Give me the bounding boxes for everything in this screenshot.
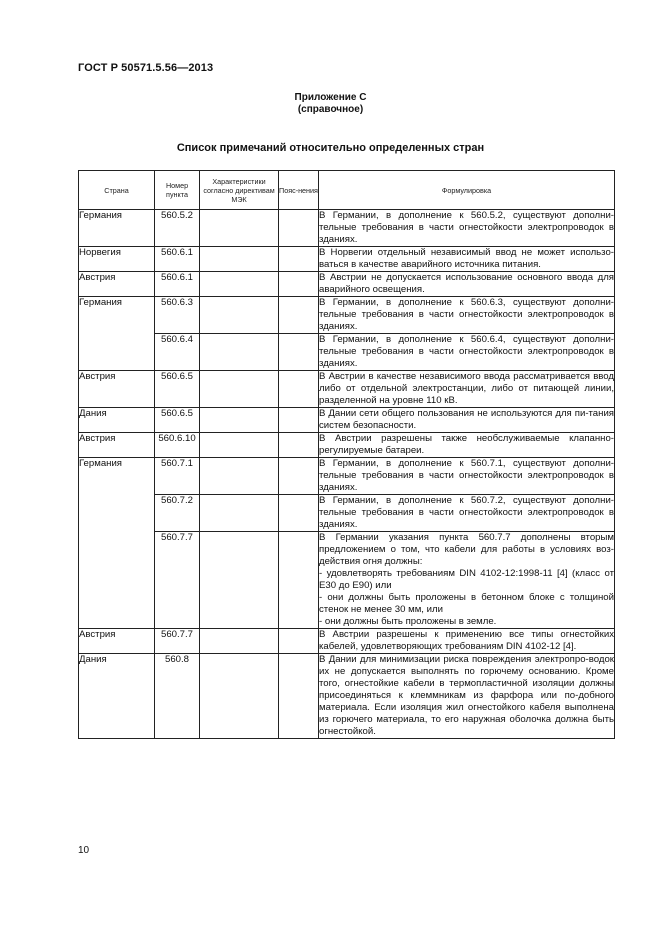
clause-cell: 560.8	[155, 654, 200, 739]
wording-cell: В Норвегии отдельный независимый ввод не может использо-ваться в качестве аварийного источника питания.	[319, 247, 614, 270]
column-header-iec-characteristics: Характеристики согласно директивам МЭК	[200, 171, 279, 210]
wording-cell: В Германии, в дополнение к 560.6.4, существуют дополни-тельные требования в части огнестойкости электропроводок в зданиях.	[319, 334, 614, 369]
clause-cell: 560.5.2	[155, 210, 200, 247]
list-title: Список примечаний относительно определенных стран	[176, 142, 485, 154]
table-row	[79, 654, 615, 739]
explanation-cell	[279, 297, 319, 334]
wording-cell: В Германии, в дополнение к 560.5.2, существуют дополни-тельные требования в части огнестойкости электропроводок в зданиях.	[319, 210, 614, 245]
column-header-wording: Формулировка	[319, 171, 615, 210]
table-row	[79, 433, 615, 458]
explanation-cell	[279, 654, 319, 739]
document-header: ГОСТ Р 50571.5.56—2013	[78, 62, 214, 74]
country-cell: Германия	[79, 297, 155, 334]
wording-cell: В Германии, в дополнение к 560.6.3, существуют дополни-тельные требования в части огнестойкости электропроводок в зданиях.	[319, 297, 614, 332]
wording-cell: В Дании сети общего пользования не используются для пи-тания систем безопасности.	[319, 408, 614, 431]
clause-cell: 560.6.5	[155, 408, 200, 433]
country-cell: Дания	[79, 654, 155, 739]
characteristics-cell	[200, 334, 279, 371]
clause-cell: 560.7.1	[155, 458, 200, 495]
clause-cell: 560.7.7	[155, 629, 200, 654]
clause-cell: 560.6.4	[155, 334, 200, 371]
table-row	[79, 297, 615, 334]
characteristics-cell	[200, 654, 279, 739]
wording-cell: В Австрии в качестве независимого ввода рассматривается ввод либо от отдельной электростанции, либо от питающей линии, разделенной на уровне 110 кВ.	[319, 371, 614, 406]
wording-cell: В Германии, в дополнение к 560.7.1, существуют дополни-тельные требования в части огнестойкости электропроводок в зданиях.	[319, 458, 614, 493]
explanation-cell	[279, 495, 319, 532]
table-row	[79, 532, 615, 629]
table-row	[79, 458, 615, 495]
wording-cell: В Австрии не допускается использование основного ввода для аварийного освещения.	[319, 272, 614, 295]
column-header-clause: Номер пункта	[155, 171, 200, 210]
wording-cell: В Австрии разрешены также необслуживаемые клапанно-регулируемые батареи.	[319, 433, 614, 456]
country-cell: Австрия	[79, 433, 155, 458]
country-cell	[79, 495, 155, 532]
wording-cell: В Австрии разрешены к применению все типы огнестойких кабелей, удовлетворяющих требованиям DIN 4102-12 [4].	[319, 629, 614, 652]
table-row	[79, 371, 615, 408]
clause-cell: 560.6.1	[155, 247, 200, 272]
table-row	[79, 272, 615, 297]
table-header-row	[79, 171, 615, 210]
characteristics-cell	[200, 371, 279, 408]
appendix-title: Приложение С	[294, 92, 367, 103]
characteristics-cell	[200, 408, 279, 433]
characteristics-cell	[200, 297, 279, 334]
explanation-cell	[279, 458, 319, 495]
explanation-cell	[279, 334, 319, 371]
page-number: 10	[78, 845, 90, 856]
explanation-cell	[279, 272, 319, 297]
table-row	[79, 629, 615, 654]
country-cell: Норвегия	[79, 247, 155, 272]
country-cell: Дания	[79, 408, 155, 433]
table-row	[79, 408, 615, 433]
wording-cell: В Германии указания пункта 560.7.7 дополнены вторым предложением о том, что кабели для работы в условиях воз-действия огня должны: - удовлетворять требованиям DIN 4102-12:1998-11 [4] (класс от E30 до E90) или - они должны быть проложены в бетонном блоке с толщиной стенок не менее 30 мм, или - они должны быть проложены в земле.	[319, 532, 614, 627]
characteristics-cell	[200, 458, 279, 495]
clause-cell: 560.6.1	[155, 272, 200, 297]
table-row	[79, 495, 615, 532]
appendix-subtitle: (справочное)	[297, 104, 364, 115]
clause-cell: 560.7.2	[155, 495, 200, 532]
column-header-explanations: Пояс-нения	[279, 171, 319, 210]
characteristics-cell	[200, 210, 279, 247]
country-cell	[79, 334, 155, 371]
characteristics-cell	[200, 433, 279, 458]
explanation-cell	[279, 532, 319, 629]
wording-cell: В Дании для минимизации риска повреждения электропро-водок их не допускается выполнять по горючему основанию. Кроме того, огнестойкие кабели в термопластичной изоляции должны присоединяться к клеммникам из фарфора или по-добного материала. Если изоляция жил огнестойкого кабеля выполнена из горючего материала, то его наружная оболочка должна быть огнестойкой.	[319, 654, 614, 737]
characteristics-cell	[200, 247, 279, 272]
characteristics-cell	[200, 532, 279, 629]
characteristics-cell	[200, 272, 279, 297]
explanation-cell	[279, 210, 319, 247]
explanation-cell	[279, 247, 319, 272]
characteristics-cell	[200, 629, 279, 654]
country-cell: Австрия	[79, 371, 155, 408]
country-cell	[79, 532, 155, 629]
characteristics-cell	[200, 495, 279, 532]
explanation-cell	[279, 433, 319, 458]
table-row	[79, 210, 615, 247]
clause-cell: 560.7.7	[155, 532, 200, 629]
wording-cell: В Германии, в дополнение к 560.7.2, существуют дополни-тельные требования в части огнестойкости электропроводок в зданиях.	[319, 495, 614, 530]
country-cell: Австрия	[79, 272, 155, 297]
explanation-cell	[279, 408, 319, 433]
column-header-country: Страна	[79, 171, 155, 210]
country-cell: Германия	[79, 210, 155, 247]
clause-cell: 560.6.5	[155, 371, 200, 408]
clause-cell: 560.6.3	[155, 297, 200, 334]
explanation-cell	[279, 371, 319, 408]
country-cell: Австрия	[79, 629, 155, 654]
country-cell: Германия	[79, 458, 155, 495]
appendix-heading	[0, 92, 661, 116]
explanation-cell	[279, 629, 319, 654]
clause-cell: 560.6.10	[155, 433, 200, 458]
table-row	[79, 334, 615, 371]
country-notes-table	[78, 170, 615, 739]
table-row	[79, 247, 615, 272]
